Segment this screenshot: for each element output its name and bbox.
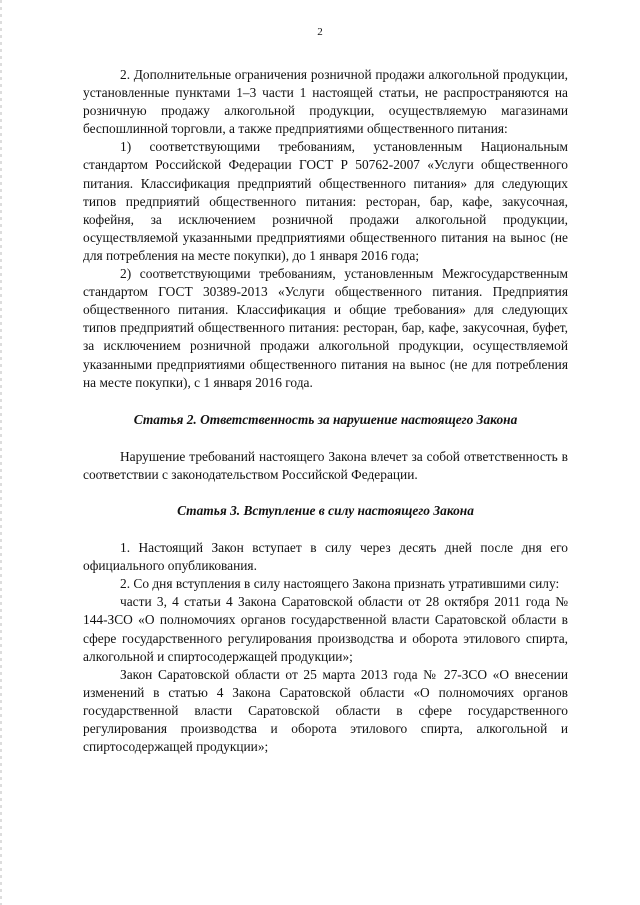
page-number: 2 <box>317 26 323 38</box>
scan-edge <box>0 0 2 905</box>
paragraph: 2) соответствующими требованиям, установленным Межгосударственным стандартом ГОСТ 30389-2013 «Услуги общественного питания. Предприятия общественного питания. Классификация и общие требования» для следующих типов предприятий общественного питания: ресторан, бар, кафе, закусочная, буфет, за исключением розничной продажи алкогольной продукции, осуществляемой указанными предприятиями общественного питания на вынос (не для потребления на месте покупки), с 1 января 2016 года. <box>83 266 568 390</box>
paragraph: 1) соответствующими требованиям, установленным Национальным стандартом Российской Федерации ГОСТ Р 50762-2007 «Услуги общественного питания. Классификация предприятий общественного питания» для следующих типов предприятий общественного питания: ресторан, бар, кафе, закусочная, кофейня, за исключением розничной продажи алкогольной продукции, осуществляемой указанными предприятиями общественного питания на вынос (не для потребления на месте покупки), до 1 января 2016 года; <box>83 139 568 263</box>
article-3-heading: Статья 3. Вступление в силу настоящего Закона <box>177 502 474 518</box>
paragraph: 2. Со дня вступления в силу настоящего Закона признать утратившими силу: <box>120 576 560 592</box>
paragraph: части 3, 4 статьи 4 Закона Саратовской области от 28 октября 2011 года № 144-ЗСО «О полномочиях органов государственной власти Саратовской области в сфере государственного регулирования производства и оборота этилового спирта, алкогольной и спиртосодержащей продукции»; <box>83 594 568 664</box>
paragraph: Закон Саратовской области от 25 марта 2013 года № 27-ЗСО «О внесении изменений в статью 4 Закона Саратовской области «О полномочиях органов государственной власти Саратовской области в сфере государственного регулирования производства и оборота этилового спирта, алкогольной и спиртосодержащей продукции»; <box>83 666 568 755</box>
paragraph: 1. Настоящий Закон вступает в силу через десять дней после дня его официального опубликования. <box>83 540 568 574</box>
paragraph: 2. Дополнительные ограничения розничной продажи алкогольной продукции, установленные пунктами 1–3 части 1 настоящей статьи, не распространяются на розничную продажу алкогольной продукции, осуществляемую магазинами беспошлинной торговли, а также предприятиями общественного питания: <box>83 67 568 137</box>
article-2-heading: Статья 2. Ответственность за нарушение настоящего Закона <box>133 411 518 427</box>
document-body <box>83 66 568 756</box>
paragraph: Нарушение требований настоящего Закона влечет за собой ответственность в соответствии с законодательством Российской Федерации. <box>83 448 568 482</box>
